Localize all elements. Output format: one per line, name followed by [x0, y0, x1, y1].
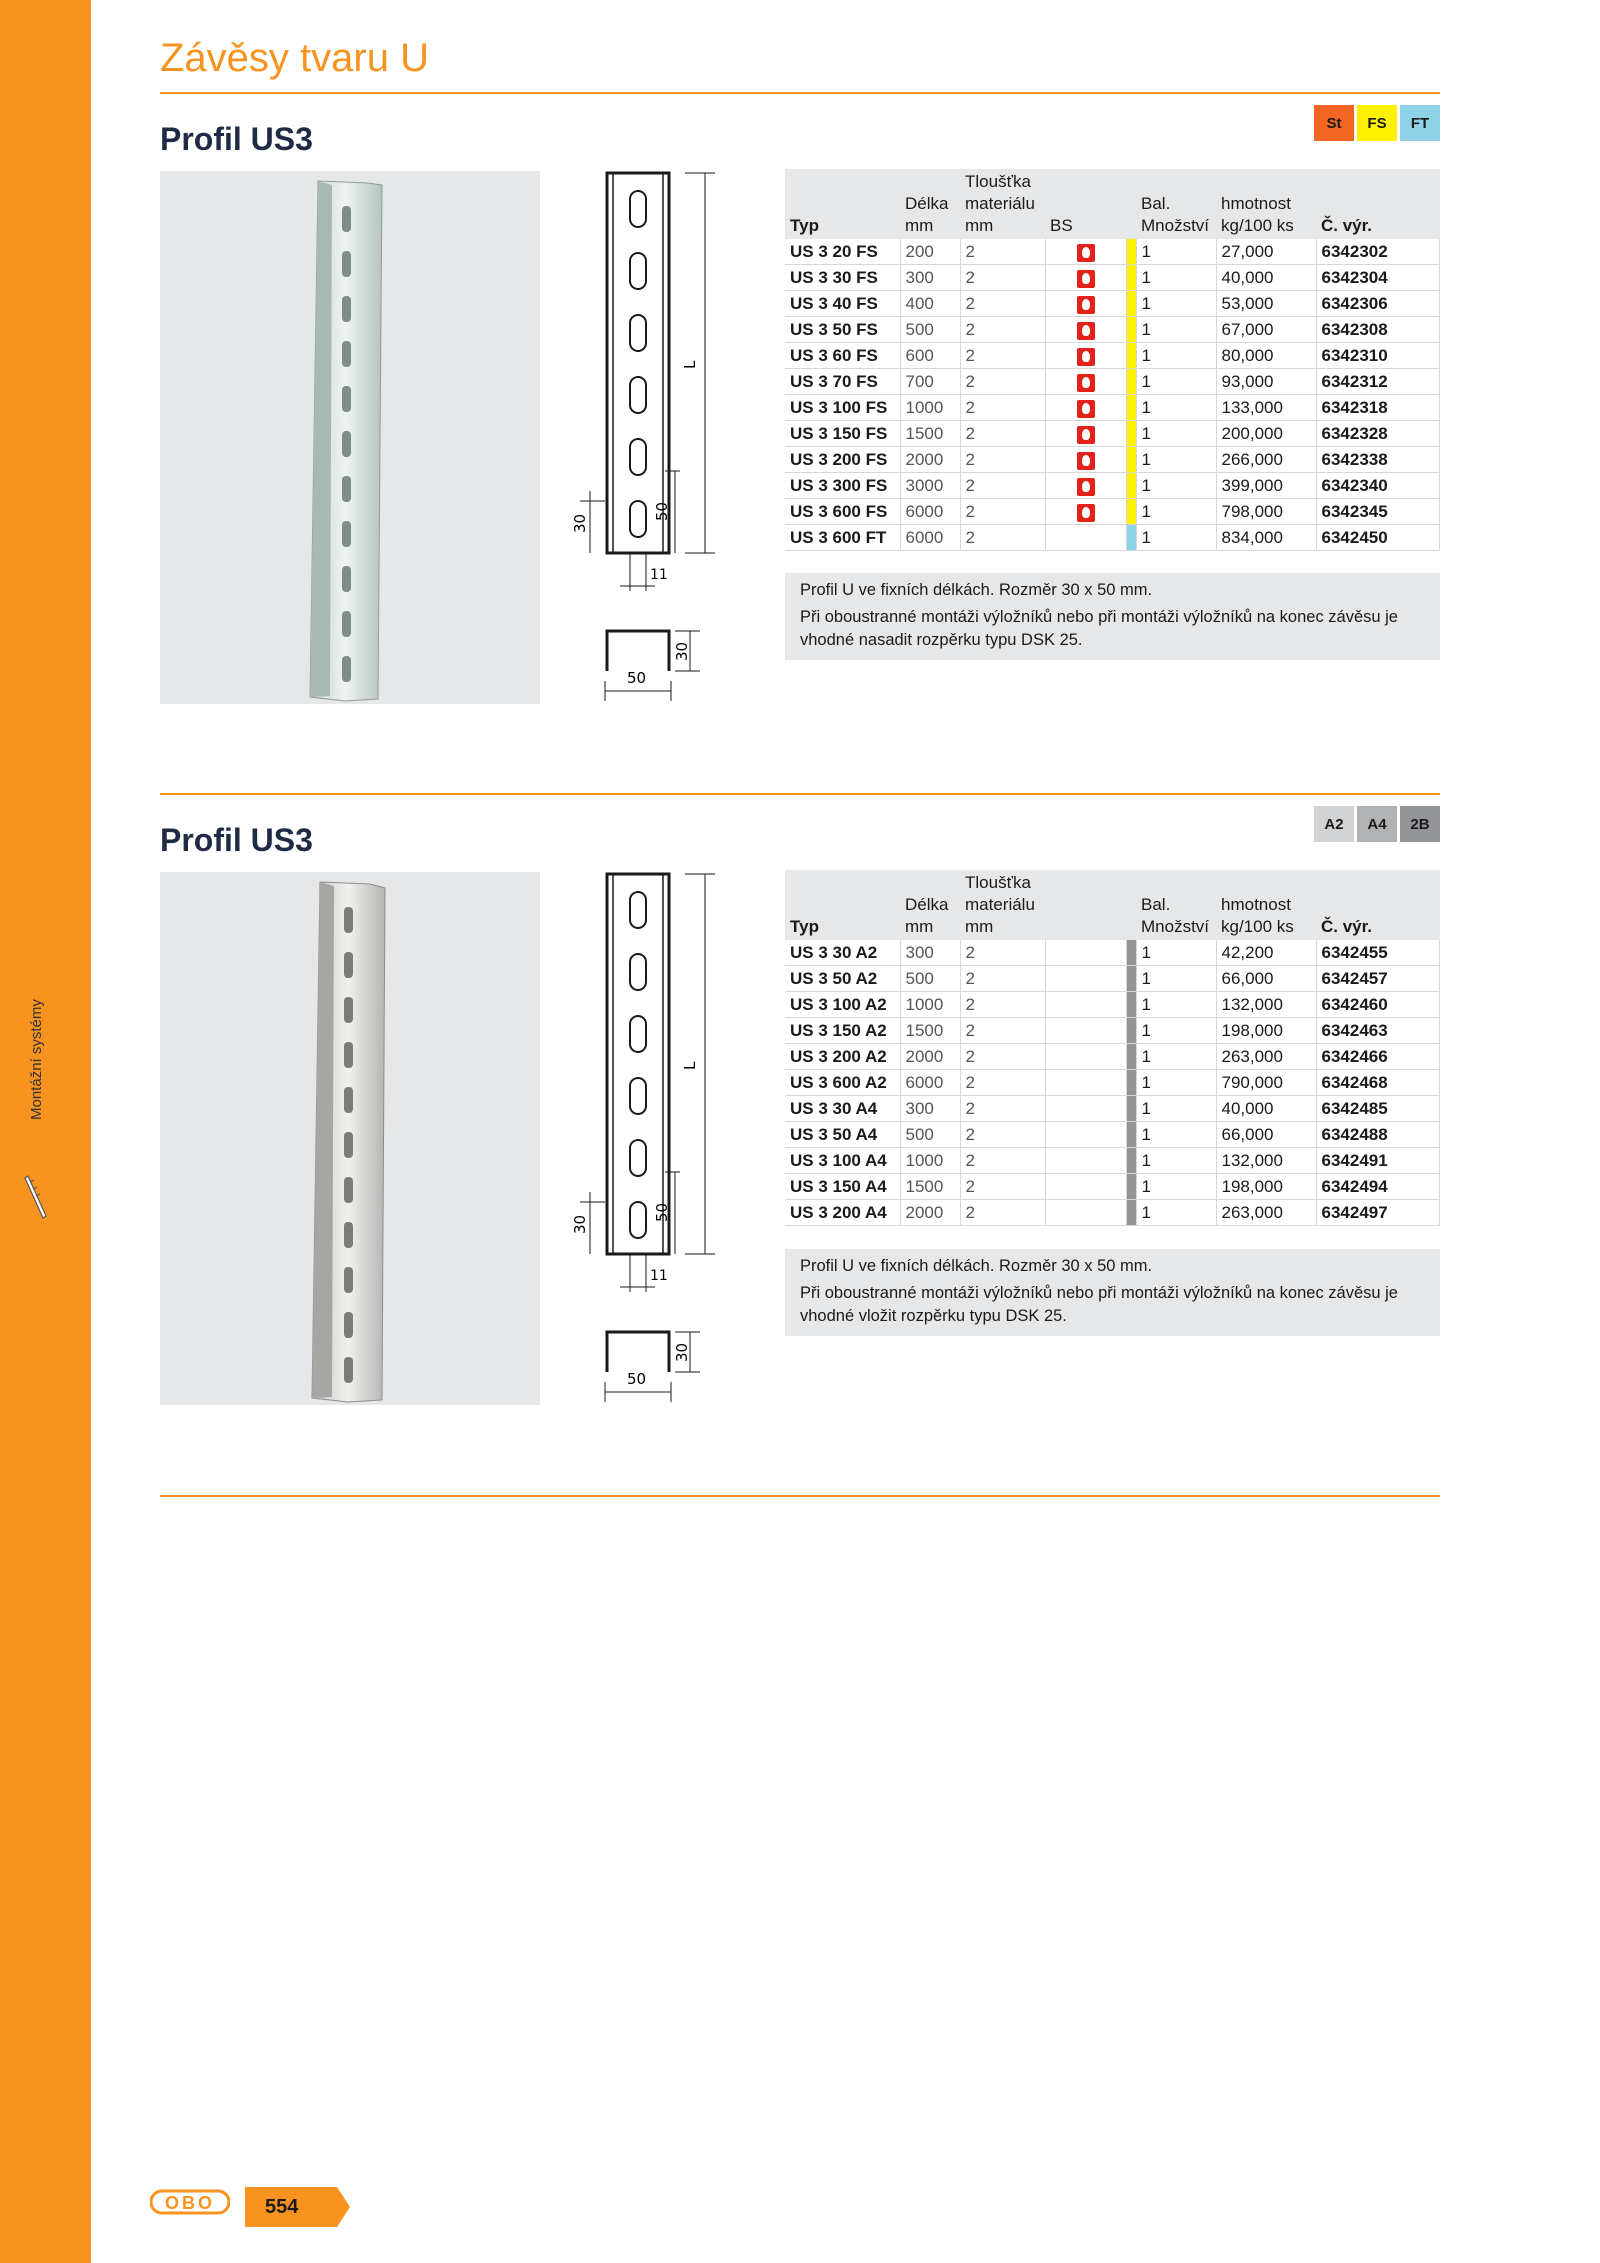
cell-typ: US 3 150 FS: [785, 421, 900, 447]
fire-icon: [1077, 400, 1095, 418]
cell-tloustka: 2: [960, 239, 1045, 265]
fire-icon: [1077, 296, 1095, 314]
cell-bs: [1045, 395, 1126, 421]
material-strip: [1126, 940, 1136, 966]
cell-cislo: 6342494: [1316, 1174, 1440, 1200]
cell-cislo: 6342345: [1316, 499, 1440, 525]
cell-hmotnost: 40,000: [1216, 1096, 1316, 1122]
cell-hmotnost: 200,000: [1216, 421, 1316, 447]
dim-section-50: 50: [627, 669, 647, 687]
cell-tloustka: 2: [960, 447, 1045, 473]
cell-delka: 500: [900, 1122, 960, 1148]
fire-icon: [1077, 478, 1095, 496]
cell-typ: US 3 30 A2: [785, 940, 900, 966]
note-text: Při oboustranné montáži výložníků nebo při montáži výložníků na konec závěsu je vhodné nasadit rozpěrku typu DSK 25.: [800, 608, 1398, 649]
col-bs: [1045, 870, 1126, 940]
cell-delka: 500: [900, 317, 960, 343]
cell-delka: 1500: [900, 1174, 960, 1200]
cell-bs: [1045, 992, 1126, 1018]
wrench-icon: [22, 1172, 52, 1222]
cell-tloustka: 2: [960, 291, 1045, 317]
cell-hmotnost: 790,000: [1216, 1070, 1316, 1096]
cell-bs: [1045, 1096, 1126, 1122]
cell-delka: 2000: [900, 1200, 960, 1226]
fire-icon: [1077, 452, 1095, 470]
cell-delka: 600: [900, 343, 960, 369]
table-row: [785, 1200, 1440, 1226]
dim-50: 50: [653, 1202, 671, 1222]
material-strip: [1126, 1070, 1136, 1096]
cell-typ: US 3 50 FS: [785, 317, 900, 343]
cell-cislo: 6342306: [1316, 291, 1440, 317]
table-row: [785, 239, 1440, 265]
material-badges: [1314, 806, 1440, 842]
table-row: [785, 1174, 1440, 1200]
cell-tloustka: 2: [960, 1122, 1045, 1148]
product-note: [785, 1249, 1440, 1336]
fire-icon: [1077, 270, 1095, 288]
cell-bs: [1045, 369, 1126, 395]
table-row: [785, 421, 1440, 447]
cell-typ: US 3 60 FS: [785, 343, 900, 369]
cell-cislo: 6342304: [1316, 265, 1440, 291]
material-strip: [1126, 421, 1136, 447]
cell-typ: US 3 300 FS: [785, 473, 900, 499]
col-bal: Bal. Množství: [1136, 169, 1216, 239]
cell-bal: 1: [1136, 1148, 1216, 1174]
cell-bs: [1045, 239, 1126, 265]
material-badge: A4: [1357, 806, 1397, 842]
cell-typ: US 3 200 A2: [785, 1044, 900, 1070]
cell-bs: [1045, 1070, 1126, 1096]
cell-typ: US 3 100 FS: [785, 395, 900, 421]
product-note: [785, 573, 1440, 660]
cell-tloustka: 2: [960, 940, 1045, 966]
cell-tloustka: 2: [960, 499, 1045, 525]
cell-tloustka: 2: [960, 525, 1045, 551]
table-row: [785, 1122, 1440, 1148]
cell-cislo: 6342485: [1316, 1096, 1440, 1122]
cell-bal: 1: [1136, 239, 1216, 265]
col-tloustka: Tloušťka materiálu mm: [960, 169, 1045, 239]
cell-typ: US 3 30 A4: [785, 1096, 900, 1122]
cell-bs: [1045, 966, 1126, 992]
cell-hmotnost: 40,000: [1216, 265, 1316, 291]
cell-bs: [1045, 525, 1126, 551]
cell-bal: 1: [1136, 421, 1216, 447]
cell-cislo: 6342457: [1316, 966, 1440, 992]
cell-bal: 1: [1136, 447, 1216, 473]
cell-bs: [1045, 317, 1126, 343]
table-row: [785, 1044, 1440, 1070]
cell-delka: 1000: [900, 395, 960, 421]
cell-delka: 1000: [900, 1148, 960, 1174]
col-bs: BS: [1045, 169, 1126, 239]
cell-delka: 500: [900, 966, 960, 992]
cell-tloustka: 2: [960, 1174, 1045, 1200]
cell-cislo: 6342455: [1316, 940, 1440, 966]
section-title: Profil US3: [160, 822, 313, 858]
cell-bs: [1045, 1174, 1126, 1200]
table-row: [785, 369, 1440, 395]
cell-hmotnost: 133,000: [1216, 395, 1316, 421]
col-bal: Bal. Množství: [1136, 870, 1216, 940]
col-tloustka: Tloušťka materiálu mm: [960, 870, 1045, 940]
cell-tloustka: 2: [960, 317, 1045, 343]
cell-hmotnost: 66,000: [1216, 1122, 1316, 1148]
cell-cislo: 6342328: [1316, 421, 1440, 447]
cell-tloustka: 2: [960, 369, 1045, 395]
table-row: [785, 940, 1440, 966]
cell-delka: 1500: [900, 421, 960, 447]
cell-typ: US 3 30 FS: [785, 265, 900, 291]
material-badges: [1314, 105, 1440, 141]
cell-bal: 1: [1136, 992, 1216, 1018]
col-strip: [1126, 870, 1136, 940]
cell-bs: [1045, 421, 1126, 447]
cell-typ: US 3 600 A2: [785, 1070, 900, 1096]
cell-cislo: 6342488: [1316, 1122, 1440, 1148]
table-row: [785, 1018, 1440, 1044]
cell-tloustka: 2: [960, 992, 1045, 1018]
cell-delka: 300: [900, 940, 960, 966]
cell-hmotnost: 132,000: [1216, 992, 1316, 1018]
dim-30: 30: [571, 1214, 589, 1234]
cell-hmotnost: 93,000: [1216, 369, 1316, 395]
material-strip: [1126, 1018, 1136, 1044]
cell-bal: 1: [1136, 343, 1216, 369]
cell-hmotnost: 27,000: [1216, 239, 1316, 265]
cell-delka: 400: [900, 291, 960, 317]
cell-cislo: 6342460: [1316, 992, 1440, 1018]
cell-hmotnost: 798,000: [1216, 499, 1316, 525]
cell-typ: US 3 150 A2: [785, 1018, 900, 1044]
cell-bs: [1045, 343, 1126, 369]
material-badge: 2B: [1400, 806, 1440, 842]
cell-bal: 1: [1136, 1070, 1216, 1096]
material-strip: [1126, 1122, 1136, 1148]
cell-bal: 1: [1136, 369, 1216, 395]
cell-typ: US 3 200 FS: [785, 447, 900, 473]
cell-bs: [1045, 940, 1126, 966]
cell-cislo: 6342468: [1316, 1070, 1440, 1096]
cell-tloustka: 2: [960, 1018, 1045, 1044]
cell-typ: US 3 100 A4: [785, 1148, 900, 1174]
table-row: [785, 395, 1440, 421]
material-strip: [1126, 317, 1136, 343]
dim-section-50: 50: [627, 1370, 647, 1388]
cell-bs: [1045, 1122, 1126, 1148]
product-table: [785, 870, 1440, 1226]
dim-L: L: [681, 360, 699, 369]
cell-tloustka: 2: [960, 265, 1045, 291]
col-delka: Délka mm: [900, 169, 960, 239]
dim-section-30: 30: [673, 1342, 691, 1362]
cell-bs: [1045, 473, 1126, 499]
section-profil-us3-fs: [160, 114, 1440, 687]
divider: [160, 1495, 1440, 1497]
cell-typ: US 3 20 FS: [785, 239, 900, 265]
sidebar: [0, 0, 91, 2263]
cell-bal: 1: [1136, 317, 1216, 343]
material-strip: [1126, 239, 1136, 265]
cell-tloustka: 2: [960, 1044, 1045, 1070]
col-hmotnost: hmotnost kg/100 ks: [1216, 169, 1316, 239]
cell-bal: 1: [1136, 499, 1216, 525]
cell-typ: US 3 600 FT: [785, 525, 900, 551]
cell-hmotnost: 198,000: [1216, 1018, 1316, 1044]
table-row: [785, 992, 1440, 1018]
cell-bal: 1: [1136, 265, 1216, 291]
page-number: 554: [265, 2196, 299, 2218]
cell-bal: 1: [1136, 1044, 1216, 1070]
cell-typ: US 3 50 A4: [785, 1122, 900, 1148]
cell-bal: 1: [1136, 1174, 1216, 1200]
cell-cislo: 6342308: [1316, 317, 1440, 343]
product-photo: [160, 872, 540, 1405]
dim-section-30: 30: [673, 641, 691, 661]
cell-typ: US 3 50 A2: [785, 966, 900, 992]
cell-tloustka: 2: [960, 421, 1045, 447]
cell-typ: US 3 600 FS: [785, 499, 900, 525]
cell-delka: 6000: [900, 499, 960, 525]
note-text: Při oboustranné montáži výložníků nebo při montáži výložníků na konec závěsu je vhodné vložit rozpěrku typu DSK 25.: [800, 1284, 1398, 1325]
material-strip: [1126, 369, 1136, 395]
material-strip: [1126, 966, 1136, 992]
material-badge: FS: [1357, 105, 1397, 141]
cell-hmotnost: 53,000: [1216, 291, 1316, 317]
col-cislo: Č. výr.: [1316, 870, 1440, 940]
cell-typ: US 3 150 A4: [785, 1174, 900, 1200]
note-text: Profil U ve fixních délkách. Rozměr 30 x 50 mm.: [800, 1257, 1153, 1275]
cell-bs: [1045, 447, 1126, 473]
cell-cislo: 6342312: [1316, 369, 1440, 395]
dim-11: 11: [650, 1268, 668, 1284]
cell-bal: 1: [1136, 525, 1216, 551]
section-title: Profil US3: [160, 121, 313, 157]
divider: [160, 793, 1440, 795]
divider: [160, 92, 1440, 94]
table-row: [785, 317, 1440, 343]
cell-tloustka: 2: [960, 1070, 1045, 1096]
obo-logo: [150, 2185, 230, 2219]
material-strip: [1126, 1044, 1136, 1070]
material-strip: [1126, 499, 1136, 525]
fire-icon: [1077, 374, 1095, 392]
fire-icon: [1077, 348, 1095, 366]
cell-tloustka: 2: [960, 1148, 1045, 1174]
cell-delka: 3000: [900, 473, 960, 499]
logo-text: OBO: [164, 2193, 216, 2213]
cell-cislo: 6342318: [1316, 395, 1440, 421]
table-row: [785, 499, 1440, 525]
cell-bal: 1: [1136, 940, 1216, 966]
table-row: [785, 265, 1440, 291]
cell-delka: 2000: [900, 447, 960, 473]
table-row: [785, 447, 1440, 473]
cell-bs: [1045, 265, 1126, 291]
cell-hmotnost: 266,000: [1216, 447, 1316, 473]
cell-delka: 200: [900, 239, 960, 265]
material-strip: [1126, 291, 1136, 317]
material-badge: FT: [1400, 105, 1440, 141]
cell-cislo: 6342302: [1316, 239, 1440, 265]
cell-tloustka: 2: [960, 343, 1045, 369]
cell-delka: 300: [900, 1096, 960, 1122]
material-strip: [1126, 525, 1136, 551]
material-strip: [1126, 343, 1136, 369]
cell-hmotnost: 132,000: [1216, 1148, 1316, 1174]
product-table: [785, 169, 1440, 551]
dim-50: 50: [653, 501, 671, 521]
table-row: [785, 343, 1440, 369]
cell-hmotnost: 399,000: [1216, 473, 1316, 499]
cell-bs: [1045, 1018, 1126, 1044]
material-strip: [1126, 447, 1136, 473]
cell-tloustka: 2: [960, 395, 1045, 421]
cell-bal: 1: [1136, 291, 1216, 317]
material-strip: [1126, 395, 1136, 421]
cell-hmotnost: 263,000: [1216, 1200, 1316, 1226]
table-row: [785, 291, 1440, 317]
material-strip: [1126, 1200, 1136, 1226]
cell-bal: 1: [1136, 395, 1216, 421]
cell-bal: 1: [1136, 1018, 1216, 1044]
cell-cislo: 6342450: [1316, 525, 1440, 551]
col-cislo: Č. výr.: [1316, 169, 1440, 239]
material-strip: [1126, 473, 1136, 499]
section-profil-us3-stainless: [160, 815, 1440, 1388]
cell-hmotnost: 67,000: [1216, 317, 1316, 343]
cell-delka: 2000: [900, 1044, 960, 1070]
cell-typ: US 3 200 A4: [785, 1200, 900, 1226]
cell-cislo: 6342491: [1316, 1148, 1440, 1174]
cell-hmotnost: 834,000: [1216, 525, 1316, 551]
table-row: [785, 1070, 1440, 1096]
col-strip: [1126, 169, 1136, 239]
dim-L: L: [681, 1061, 699, 1070]
dim-30: 30: [571, 513, 589, 533]
cell-hmotnost: 80,000: [1216, 343, 1316, 369]
col-delka: Délka mm: [900, 870, 960, 940]
note-text: Profil U ve fixních délkách. Rozměr 30 x 50 mm.: [800, 581, 1153, 599]
cell-delka: 1500: [900, 1018, 960, 1044]
col-hmotnost: hmotnost kg/100 ks: [1216, 870, 1316, 940]
cell-bs: [1045, 1200, 1126, 1226]
table-row: [785, 966, 1440, 992]
cell-typ: US 3 40 FS: [785, 291, 900, 317]
col-typ: Typ: [785, 169, 900, 239]
cell-delka: 1000: [900, 992, 960, 1018]
cell-tloustka: 2: [960, 966, 1045, 992]
page-title: Závěsy tvaru U: [160, 36, 429, 80]
cell-cislo: 6342310: [1316, 343, 1440, 369]
cell-cislo: 6342338: [1316, 447, 1440, 473]
fire-icon: [1077, 244, 1095, 262]
cell-bs: [1045, 1148, 1126, 1174]
cell-hmotnost: 198,000: [1216, 1174, 1316, 1200]
cell-delka: 700: [900, 369, 960, 395]
cell-bs: [1045, 499, 1126, 525]
material-strip: [1126, 992, 1136, 1018]
product-photo: [160, 171, 540, 704]
table-row: [785, 1096, 1440, 1122]
cell-bal: 1: [1136, 1096, 1216, 1122]
cell-tloustka: 2: [960, 1200, 1045, 1226]
cell-cislo: 6342463: [1316, 1018, 1440, 1044]
cell-bs: [1045, 1044, 1126, 1070]
cell-typ: US 3 70 FS: [785, 369, 900, 395]
material-badge: A2: [1314, 806, 1354, 842]
material-badge: St: [1314, 105, 1354, 141]
cell-delka: 300: [900, 265, 960, 291]
cell-delka: 6000: [900, 525, 960, 551]
cell-cislo: 6342466: [1316, 1044, 1440, 1070]
cell-hmotnost: 42,200: [1216, 940, 1316, 966]
fire-icon: [1077, 426, 1095, 444]
cell-tloustka: 2: [960, 473, 1045, 499]
cell-typ: US 3 100 A2: [785, 992, 900, 1018]
fire-icon: [1077, 504, 1095, 522]
cell-delka: 6000: [900, 1070, 960, 1096]
cell-hmotnost: 66,000: [1216, 966, 1316, 992]
cell-bs: [1045, 291, 1126, 317]
material-strip: [1126, 265, 1136, 291]
cell-cislo: 6342497: [1316, 1200, 1440, 1226]
col-typ: Typ: [785, 870, 900, 940]
material-strip: [1126, 1148, 1136, 1174]
cell-tloustka: 2: [960, 1096, 1045, 1122]
fire-icon: [1077, 322, 1095, 340]
side-label: Montážní systémy: [28, 999, 45, 1120]
cell-bal: 1: [1136, 1200, 1216, 1226]
table-row: [785, 473, 1440, 499]
material-strip: [1126, 1174, 1136, 1200]
cell-cislo: 6342340: [1316, 473, 1440, 499]
dim-11: 11: [650, 567, 668, 583]
page-number-tab: [245, 2187, 350, 2227]
cell-bal: 1: [1136, 1122, 1216, 1148]
cell-bal: 1: [1136, 473, 1216, 499]
cell-bal: 1: [1136, 966, 1216, 992]
cell-hmotnost: 263,000: [1216, 1044, 1316, 1070]
table-row: [785, 525, 1440, 551]
material-strip: [1126, 1096, 1136, 1122]
table-row: [785, 1148, 1440, 1174]
